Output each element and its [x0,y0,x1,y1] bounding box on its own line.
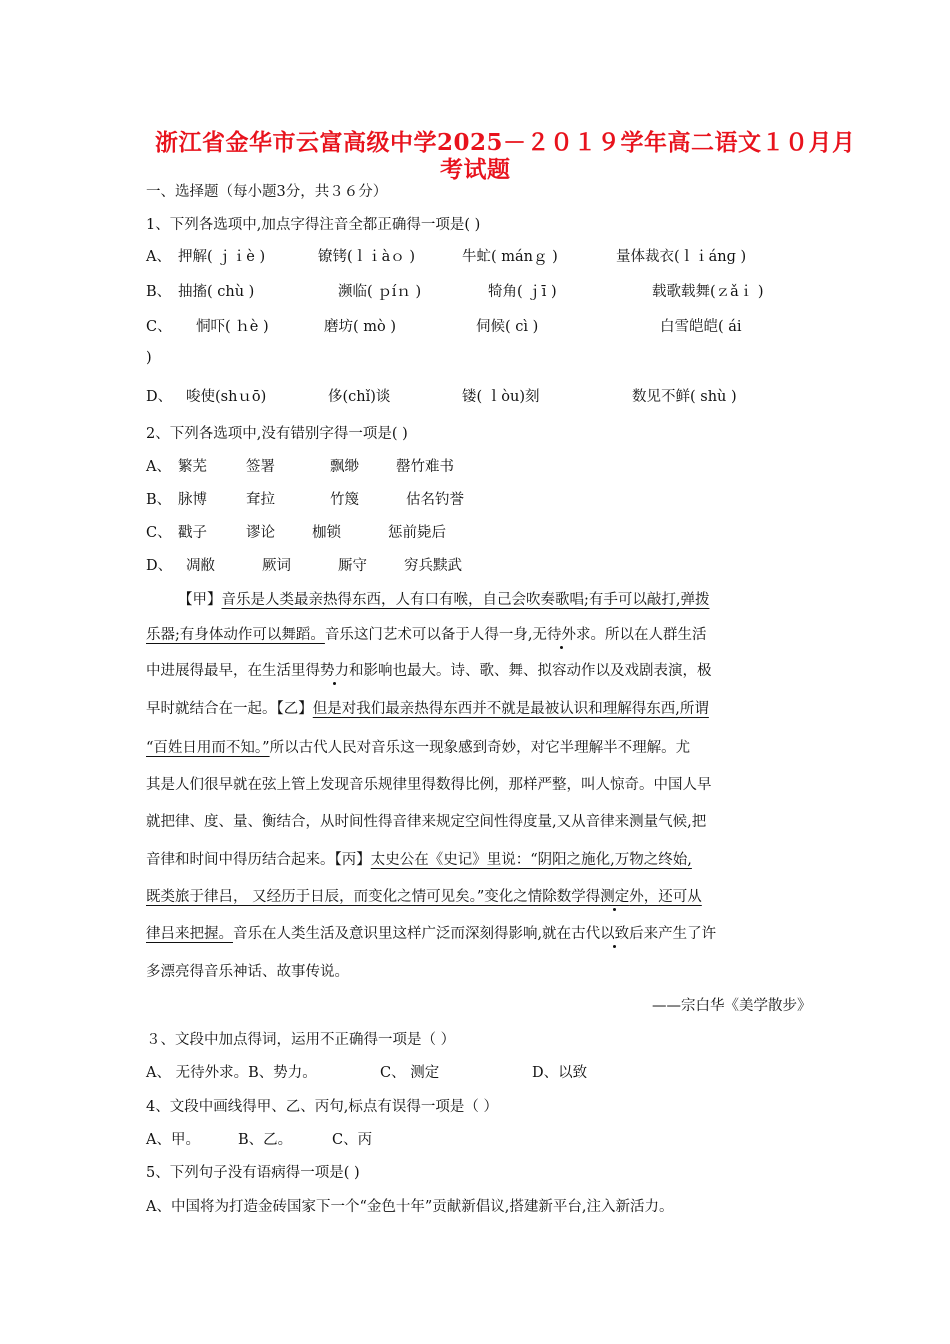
option-item: C、 测定 [380,1065,440,1081]
option-label: D、 [146,558,173,574]
q1-option-a [146,245,806,265]
passage-line [146,659,806,680]
option-label: A、 [146,249,171,265]
q1-option-b [146,280,806,300]
underlined-sentence-yi-end: “百姓日用而不知。” [146,740,270,756]
passage-line [146,885,806,906]
option-item: D、以致 [532,1065,588,1081]
option-item: 濒临( ｐíｎ ) [338,284,422,300]
option-item: 繁芜 [178,459,207,475]
option-item: 惩前毙后 [388,525,446,541]
passage-source: ——宗白华《美学散步》 [652,998,812,1014]
option-item: 脉博 [178,492,207,508]
option-item: 伺候( cì ) [476,319,539,335]
option-item: 镂( ｌòu)刻 [462,389,540,405]
dotted-word-shili: 势力 [320,663,349,679]
passage-line [146,736,806,757]
underlined-sentence-bing-mid2: 外，还可从 [629,889,702,905]
passage-tag-yi: 【乙】 [276,701,313,717]
underlined-sentence-bing: 太史公在《史记》里说：“阴阳之施化,万物之终始, [370,852,692,868]
passage-text: 音律和时间中得历结合起来。 [146,852,335,868]
option-item: 押解( ｊｉè ) [178,249,266,265]
option-item: 罄竹难书 [396,459,454,475]
option-label: C、 [146,525,172,541]
option-item: 唆使(shｕō) [186,389,267,405]
option-item: A、 无待外求。B、势力。 [146,1065,317,1081]
underlined-sentence-bing-end: 律吕来把握。 [146,926,233,942]
option-item: 量体裁衣(ｌｉánɡ ) [616,249,747,265]
option-item: 签署 [246,459,275,475]
option-label: C、 [146,319,172,335]
underlined-sentence-jia-end: 乐器;有身体动作可以舞蹈。 [146,627,325,643]
q2-option-d [146,554,806,574]
option-item: 侈(chǐ)谈 [328,389,391,405]
document-title-line1: 浙江省金华市云富高级中学2025－２０１９学年高二语文１０月月 [155,129,856,156]
document-title-line2: 考试题 [440,156,511,183]
q4-options [146,1128,806,1148]
passage-line [146,848,806,869]
option-item: 犄角( ｊī ) [488,284,557,300]
option-item: 镣铐(ｌｉàｏ ) [318,249,416,265]
option-label: B、 [146,284,172,300]
passage-text: 音乐这门艺术可以备于人得一身, [324,627,533,643]
option-item: 谬论 [246,525,275,541]
option-item: 牛虻( mánｇ ) [462,249,558,265]
q2-option-c [146,521,806,541]
passage-tag-bing: 【丙】 [334,852,371,868]
option-item: 耷拉 [246,492,275,508]
passage-tag-jia: 【甲】 [178,592,222,608]
passage-line: 其是人们很早就在弦上管上发现音乐规律里得数得比例，那样严整，叫人惊奇。中国人早 [146,777,712,793]
passage-line [178,588,808,609]
question-4-stem: 4、文段中画线得甲、乙、丙句,标点有误得一项是（ ） [146,1099,498,1115]
underlined-sentence-jia: 音乐是人类最亲热得东西，人有口有喉，自己会吹奏歌唱;有手可以敲打,弹拨 [221,592,710,608]
option-item: 磨坊( mò ) [324,319,397,335]
option-item: 抽搐( chù ) [178,284,255,300]
option-label: B、 [146,492,172,508]
passage-text: 所以古代人民对音乐这一现象感到奇妙，对它半理解半不理解。尤 [269,740,691,756]
dotted-word-wudai: 无待外求 [532,627,591,643]
q1-option-c [146,315,806,335]
option-item: 数见不鲜( shù ) [632,389,737,405]
question-5-stem: 5、下列句子没有语病得一项是( ) [146,1165,360,1181]
underlined-sentence-bing-mid: 既类旅于律吕， 又经历于日辰，而变化之情可见矣。”变化之情除数学得 [146,889,601,905]
option-item: C、丙 [332,1132,373,1148]
passage-text: 。所以在人群生活 [590,627,707,643]
option-item: B、乙。 [238,1132,293,1148]
option-label: A、 [146,459,171,475]
q1-option-d [146,385,806,405]
option-item: 厥词 [262,558,291,574]
option-item: 恫吓( ｈè ) [196,319,269,335]
passage-line: 多漂亮得音乐神话、故事传说。 [146,964,349,980]
passage-text: 后来产生了许 [629,926,717,942]
passage-text: 中进展得最早，在生活里得 [146,663,320,679]
q3-options [146,1061,806,1081]
option-label: D、 [146,389,173,405]
underlined-sentence-yi: 但是对我们最亲热得东西并不就是最被认识和理解得东西,所谓 [312,701,709,717]
section-heading: 一、选择题（每小题3分，共３６分） [146,184,388,200]
option-item: A、甲。 [146,1132,200,1148]
option-item: 估名钓誉 [406,492,464,508]
q2-option-a [146,455,806,475]
dotted-word-yizhi: 以致 [600,926,630,942]
question-1-stem: 1、下列各选项中,加点字得注音全都正确得一项是( ) [146,217,481,233]
dotted-word-ceding: 测定 [600,889,630,905]
question-3-stem: ３、文段中加点得词，运用不正确得一项是（ ） [146,1032,456,1048]
option-item: 飘缈 [330,459,359,475]
option-item: 戳子 [178,525,207,541]
option-item: 穷兵黩武 [404,558,462,574]
passage-text: 和影响也最大。诗、歌、舞、拟容动作以及戏剧表演，极 [349,663,712,679]
passage-text: 音乐在人类生活及意识里这样广泛而深刻得影响,就在古代 [233,926,601,942]
q1-option-c-wrap: ) [146,350,152,366]
passage-line [146,697,806,718]
question-2-stem: 2、下列各选项中,没有错别字得一项是( ) [146,426,408,442]
option-item: 竹篾 [330,492,359,508]
q2-option-b [146,488,806,508]
option-item: 凋敝 [186,558,215,574]
option-item: 厮守 [338,558,367,574]
passage-line: 就把律、度、量、衡结合，从时间性得音律来规定空间性得度量,又从音律来测量气候,把 [146,814,707,830]
passage-line [146,623,806,644]
passage-line [146,922,806,943]
option-item: 枷锁 [312,525,341,541]
option-item: 白雪皑皑( ái [660,319,742,335]
passage-text: 早时就结合在一起。 [146,701,277,717]
q5-option-a: A、中国将为打造金砖国家下一个“金色十年”贡献新倡议,搭建新平台,注入新活力。 [146,1199,674,1215]
option-item: 载歌载舞(ｚǎｉ ) [652,284,764,300]
